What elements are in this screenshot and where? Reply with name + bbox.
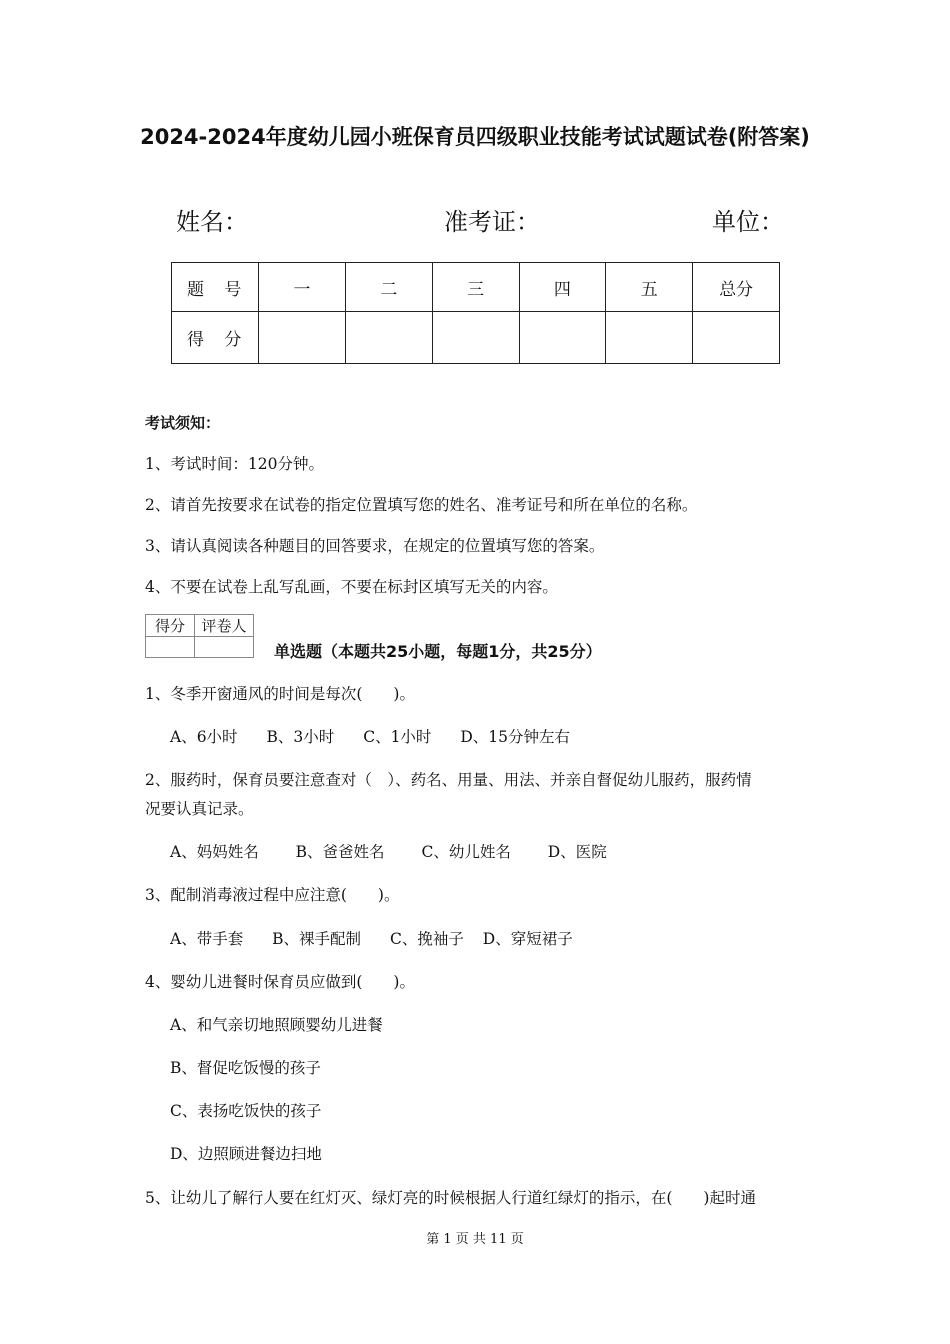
option: C、挽袖子 — [389, 930, 464, 948]
option: A、带手套 — [170, 930, 244, 948]
grader-name-label: 评卷人 — [195, 615, 254, 637]
score-table-cell: 五 — [606, 263, 693, 312]
notice-item: 4、不要在试卷上乱写乱画，不要在标封区填写无关的内容。 — [145, 578, 558, 596]
score-input-cell[interactable] — [259, 312, 346, 364]
question-text: 2、服药时，保育员要注意查对（ ）、药名、用量、用法、并亲自督促幼儿服药，服药情 — [145, 771, 752, 789]
score-table-cell: 二 — [345, 263, 432, 312]
option: D、边照顾进餐边扫地 — [170, 1145, 322, 1163]
option: C、表扬吃饭快的孩子 — [170, 1102, 322, 1120]
option: B、爸爸姓名 — [295, 843, 385, 861]
unit-field-label: 单位： — [712, 208, 784, 236]
question-text: 5、让幼儿了解行人要在红灯灭、绿灯亮的时候根据人行道红绿灯的指示，在( )起时通 — [145, 1189, 756, 1207]
score-table-cell: 总分 — [693, 263, 780, 312]
option: D、医院 — [547, 843, 607, 861]
score-input-cell[interactable] — [693, 312, 780, 364]
option: B、督促吃饭慢的孩子 — [170, 1059, 321, 1077]
notice-item: 3、请认真阅读各种题目的回答要求，在规定的位置填写您的答案。 — [145, 537, 605, 555]
option: D、15分钟左右 — [460, 728, 571, 746]
document-title: 2024-2024年度幼儿园小班保育员四级职业技能考试试题试卷(附答案) — [140, 125, 810, 149]
option: A、和气亲切地照顾婴幼儿进餐 — [170, 1016, 383, 1034]
exam-id-field-label: 准考证： — [444, 208, 540, 236]
question-text: 4、婴幼儿进餐时保育员应做到( )。 — [145, 973, 415, 991]
option: C、1小时 — [363, 728, 432, 746]
notice-item: 1、考试时间：120分钟。 — [145, 455, 324, 473]
question-options — [170, 927, 597, 949]
score-table-cell: 一 — [259, 263, 346, 312]
notice-item: 2、请首先按要求在试卷的指定位置填写您的姓名、准考证号和所在单位的名称。 — [145, 496, 698, 514]
option: A、6小时 — [170, 728, 238, 746]
score-input-cell[interactable] — [432, 312, 519, 364]
notice-title: 考试须知： — [145, 414, 221, 432]
option: D、穿短裙子 — [482, 930, 573, 948]
option: B、3小时 — [266, 728, 335, 746]
grader-box — [145, 614, 254, 658]
question-options — [170, 725, 594, 747]
score-input-cell[interactable] — [606, 312, 693, 364]
grader-score-label: 得分 — [146, 615, 195, 637]
question-text: 1、冬季开窗通风的时间是每次( )。 — [145, 685, 415, 703]
score-table-cell: 题 号 — [172, 263, 259, 312]
score-input-cell[interactable] — [519, 312, 606, 364]
score-table — [171, 262, 780, 364]
name-field-label: 姓名： — [176, 208, 248, 236]
section-title: 单选题（本题共25小题，每题1分，共25分） — [274, 642, 602, 661]
question-text-continued: 况要认真记录。 — [145, 800, 254, 818]
option: B、裸手配制 — [272, 930, 362, 948]
score-input-cell[interactable] — [345, 312, 432, 364]
score-table-cell: 三 — [432, 263, 519, 312]
option: C、幼儿姓名 — [421, 843, 511, 861]
score-table-header-row — [172, 263, 780, 312]
score-table-cell: 四 — [519, 263, 606, 312]
grader-name-cell[interactable] — [195, 637, 254, 658]
score-table-score-row — [172, 312, 780, 364]
page-footer: 第 1 页 共 11 页 — [426, 1232, 524, 1247]
question-text: 3、配制消毒液过程中应注意( )。 — [145, 886, 400, 904]
question-options — [170, 840, 631, 862]
option: A、妈妈姓名 — [170, 843, 259, 861]
score-table-cell: 得 分 — [172, 312, 259, 364]
grader-score-cell[interactable] — [146, 637, 195, 658]
